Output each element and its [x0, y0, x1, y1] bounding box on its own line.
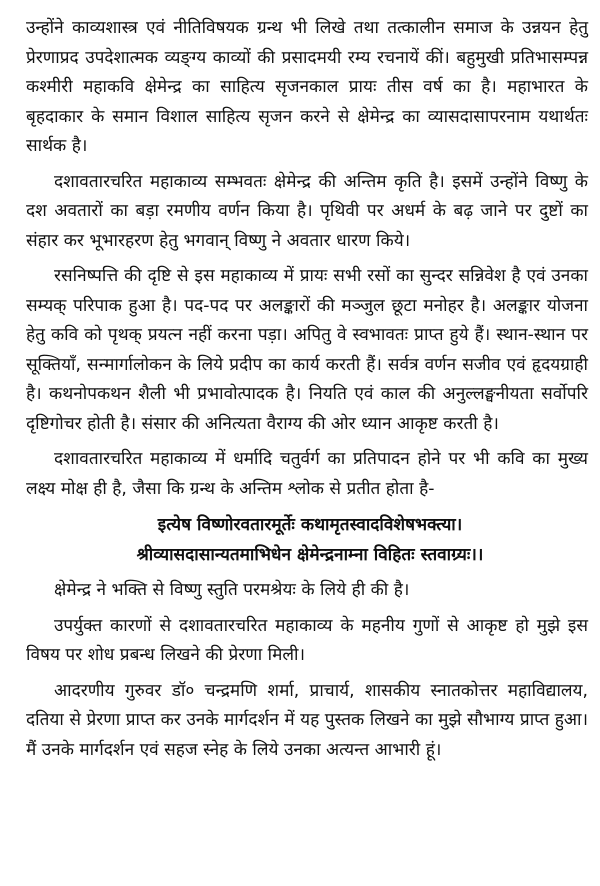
paragraph-kavyashastra: उन्होंने काव्यशास्त्र एवं नीतिविषयक ग्रन्थ भी लिखे तथा तत्कालीन समाज के उन्नयन हेतु प्रेरणाप्रद उपदेशात्मक व्यङ्ग्य काव्यों की प्रसादमयी रम्य रचनायें कीं। बहुमुखी प्रतिभासम्पन्न कश्मीरी महाकवि क्षेमेन्द्र का साहित्य सृजनकाल प्रायः तीस वर्ष का है। महाभारत के बृहदाकार के समान विशाल साहित्य सृजन करने से क्षेमेन्द्र का व्यासदासापरनाम यथार्थतः सार्थक है। — [26, 18, 588, 156]
paragraph-acknowledgement: आदरणीय गुरुवर डॉ० चन्द्रमणि शर्मा, प्राचार्य, शासकीय स्नातकोत्तर महाविद्यालय, दतिया से प्रेरणा प्राप्त कर उनके मार्गदर्शन में यह पुस्तक लिखने का मुझे सौभाग्य प्राप्त हुआ। मैं उनके मार्गदर्शन एवं सहज स्नेह के लिये उनका अत्यन्त आभारी हूं। — [26, 680, 588, 760]
paragraph-prerana: उपर्युक्त कारणों से दशावतारचरित महाकाव्य के महनीय गुणों से आकृष्ट हो मुझे इस विषय पर शोध प्रबन्ध लिखने की प्रेरणा मिली। — [26, 615, 588, 665]
paragraph-dashavatar-charit: दशावतारचरित महाकाव्य सम्भवतः क्षेमेन्द्र की अन्तिम कृति है। इसमें उन्होंने विष्णु के दश अवतारों का बड़ा रमणीय वर्णन किया है। पृथिवी पर अधर्म के बढ़ जाने पर दुष्टों का संहार कर भूभारहरण हेतु भगवान् विष्णु ने अवतार धारण किये। — [26, 171, 588, 251]
verse-line-1: इत्येष विष्णोरवतारमूर्तेः कथामृतस्वादविशेषभक्त्या। — [157, 515, 463, 535]
verse-line-2: श्रीव्यासदासान्यतमाभिधेन क्षेमेन्द्रनाम्ना विहितः स्तवाग्र्यः।। — [136, 545, 484, 565]
paragraph-moksha-lakshya: दशावतारचरित महाकाव्य में धर्मादि चतुर्वर्ग का प्रतिपादन होने पर भी कवि का मुख्य लक्ष्य मोक्ष ही है, जैसा कि ग्रन्थ के अन्तिम श्लोक से प्रतीत होता है- — [26, 449, 588, 499]
paragraph-bhakti: क्षेमेन्द्र ने भक्ति से विष्णु स्तुति परमश्रेयः के लिये ही की है। — [54, 580, 410, 600]
paragraph-rasa-nishpatti: रसनिष्पत्ति की दृष्टि से इस महाकाव्य में प्रायः सभी रसों का सुन्दर सन्निवेश है एवं उनका सम्यक् परिपाक हुआ है। पद-पद पर अलङ्कारों की मञ्जुल छूटा मनोहर है। अलङ्कार योजना हेतु कवि को पृथक् प्रयत्न नहीं करना पड़ा। अपितु वे स्वभावतः प्राप्त हुये हैं। स्थान-स्थान पर सूक्तियाँ, सन्मार्गालोकन के लिये प्रदीप का कार्य करती हैं। सर्वत्र वर्णन सजीव एवं हृदयग्राही है। कथनोपकथन शैली भी प्रभावोत्पादक है। नियति एवं काल की अनुल्लङ्घनीयता सर्वोपरि दृष्टिगोचर होती है। संसार की अनित्यता वैराग्य की ओर ध्यान आकृष्ट करती है। — [26, 266, 588, 434]
sanskrit-verse — [26, 510, 588, 570]
